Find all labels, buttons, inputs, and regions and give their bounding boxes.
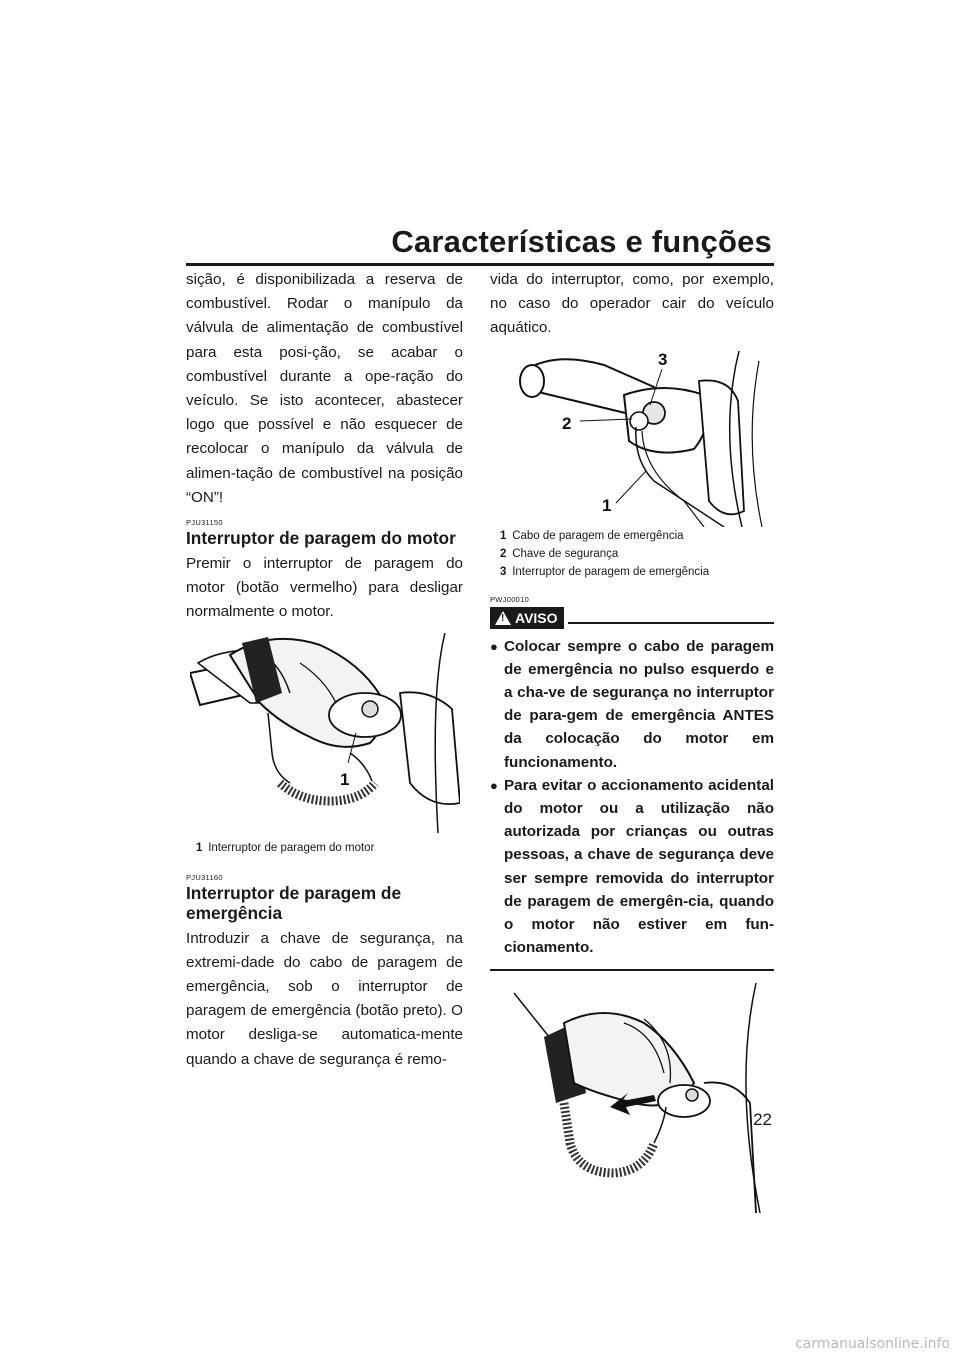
caption-item: 3 Interruptor de paragem de emergência [500,565,710,578]
section-code: PJU31160 [186,872,223,882]
warning-item: ● Para evitar o accionamento acidental do motor ou a utilização não autorizada por crianças ou outras pessoas, a chave de segurança deve ser sempre removida do interruptor de paragem de emergên-cia, quando o motor não estiver em fun-cionamento. [490,776,774,957]
page-number: 22 [753,1110,772,1129]
safety-key-illustration [494,351,764,527]
hand-removing-key-image [494,983,768,1213]
intro-paragraph: sição, é disponibilizada a reserva de combustível. Rodar o manípulo da válvula de alimentação de combustível para esta posi-ção, se acabar o combustível durante a ope-ração do veículo. Se isto acontecer, abastecer logo que possível e não esquecer de recolocar o manípulo da válvula de alimen-tação de combustível na posição “ON”! [186,271,463,506]
watermark: carmanualsonline.info [795,1336,950,1352]
callout-1: 1 [340,769,350,789]
warning-code: PWJ00010 [490,594,530,604]
figure-caption [196,839,463,857]
caption-item: 2 Chave de segurança [500,547,619,560]
warning-label: AVISO [515,609,558,626]
warning-triangle-icon: ! [495,611,511,625]
warning-rule [568,622,774,624]
section-paragraph: Premir o interruptor de paragem do motor (botão vermelho) para desligar normalmente o motor. [186,555,463,621]
figure-caption [500,527,774,581]
warning-list [490,635,774,960]
warning-item: ● Colocar sempre o cabo de paragem de emergência no pulso esquerdo e a cha-ve de segurança no interruptor de para-gem de emergência ANTES da colocação do motor em funcionamento. [490,637,774,771]
section-title: Interruptor de paragem de emergência [186,882,402,923]
continuation-paragraph: vida do interruptor, como, por exemplo, no caso do operador cair do veículo aquático. [490,271,774,337]
hand-on-handlebar-image [190,633,460,839]
warning-bottom-rule [490,969,774,971]
warning-block [490,595,774,972]
header-rule [186,263,774,266]
warning-badge [490,607,564,629]
warning-header [490,605,774,631]
callout-2: 2 [562,413,572,433]
callout-3: 3 [658,350,668,369]
callout-1: 1 [602,495,612,515]
right-column [490,268,774,1213]
section-paragraph: Introduzir a chave de segurança, na extremi-dade do cabo de paragem de emergência, sob o interruptor de paragem de emergência (botão preto). O motor desliga-se automatica-mente quando a chave de segurança é remo- [186,929,463,1068]
section-title: Interruptor de paragem do motor [186,528,456,549]
key-removal-illustration [494,983,764,1213]
caption-item: 1 Cabo de paragem de emergência [500,529,684,542]
left-column [186,268,463,1072]
handlebar-switch-image [494,351,768,527]
caption-item: 1 Interruptor de paragem do motor [196,841,375,854]
stop-switch-illustration [190,633,460,839]
page-title: Características e funções [391,224,772,259]
section-code: PJU31150 [186,518,223,528]
